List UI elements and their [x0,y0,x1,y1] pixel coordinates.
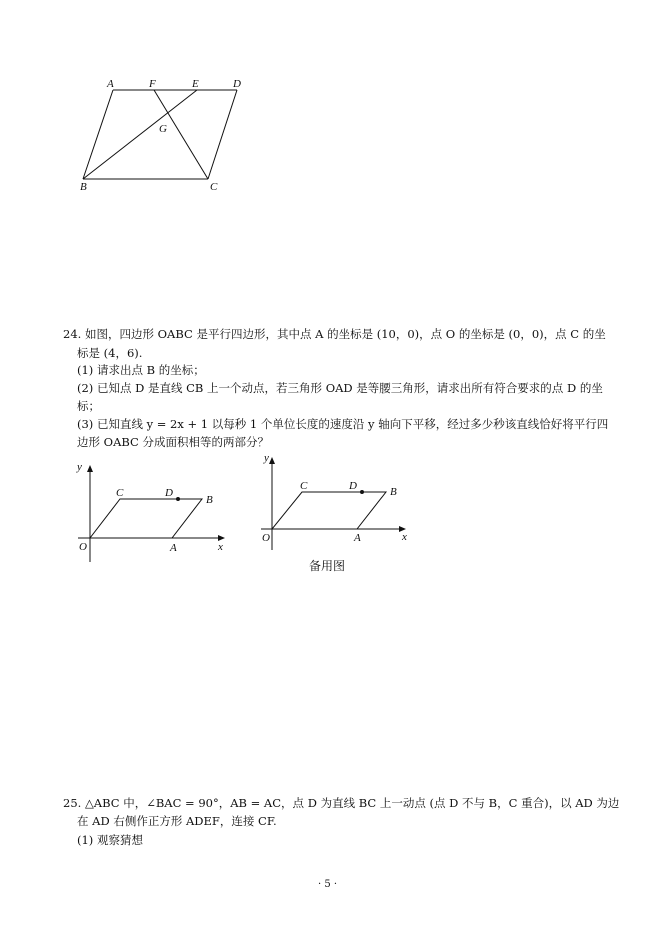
label-B: B [80,181,87,193]
label-C: C [210,181,218,193]
q25-sub1: (1) 观察猜想 [77,833,143,847]
label-A: A [354,532,361,544]
q24-sub3b: 边形 OABC 分成面积相等的两部分？ [77,435,270,449]
backup-figure-caption: 备用图 [309,559,346,573]
label-F: F [149,78,156,90]
label-y: y [77,461,82,473]
label-G: G [159,123,167,135]
q24-backup-figure [256,450,426,556]
label-B: B [206,494,213,506]
label-x: x [402,531,407,543]
q25-line1: 25. △ABC 中，∠BAC = 90°，AB = AC，点 D 为直线 BC 上一动点 (点 D 不与 B，C 重合)，以 AD 为边 [63,796,620,810]
q24-line2: 标是 (4，6). [77,346,143,360]
label-D: D [349,480,357,492]
q24-sub2a: (2) 已知点 D 是直线 CB 上一个动点，若三角形 OAD 是等腰三角形，请求出所有符合要求的点 D 的坐 [77,381,603,395]
point-D [176,497,180,501]
q24-sub2b: 标； [77,399,100,413]
label-D: D [233,78,241,90]
q24-sub1: (1) 请求出点 B 的坐标； [77,363,205,377]
label-B: B [390,486,397,498]
label-A: A [107,78,114,90]
segment-DC [208,90,237,179]
segment-BE [83,90,197,179]
parallelogram-OABC [90,499,202,538]
label-A: A [170,542,177,554]
q24-coordinate-figure [68,456,238,566]
label-y: y [264,452,269,464]
q24-sub3a: (3) 已知直线 y = 2x + 1 以每秒 1 个单位长度的速度沿 y 轴向下平移，经过多少秒该直线恰好将平行四 [77,417,609,431]
label-O: O [262,532,270,544]
label-D: D [165,487,173,499]
y-axis-arrow [87,465,93,472]
parallelogram-figure [70,76,260,200]
parallelogram-OABC [272,492,386,529]
segment-AB [83,90,113,179]
q25-line2: 在 AD 右侧作正方形 ADEF，连接 CF. [77,814,277,828]
y-axis-arrow [269,457,275,464]
point-D [360,490,364,494]
q24-line1: 24. 如图，四边形 OABC 是平行四边形，其中点 A 的坐标是 (10，0)，点 O 的坐标是 (0，0)，点 C 的坐 [63,327,606,341]
label-E: E [192,78,199,90]
label-x: x [218,541,223,553]
label-C: C [300,480,308,492]
label-O: O [79,541,87,553]
page-number: · 5 · [318,879,338,890]
label-C: C [116,487,124,499]
